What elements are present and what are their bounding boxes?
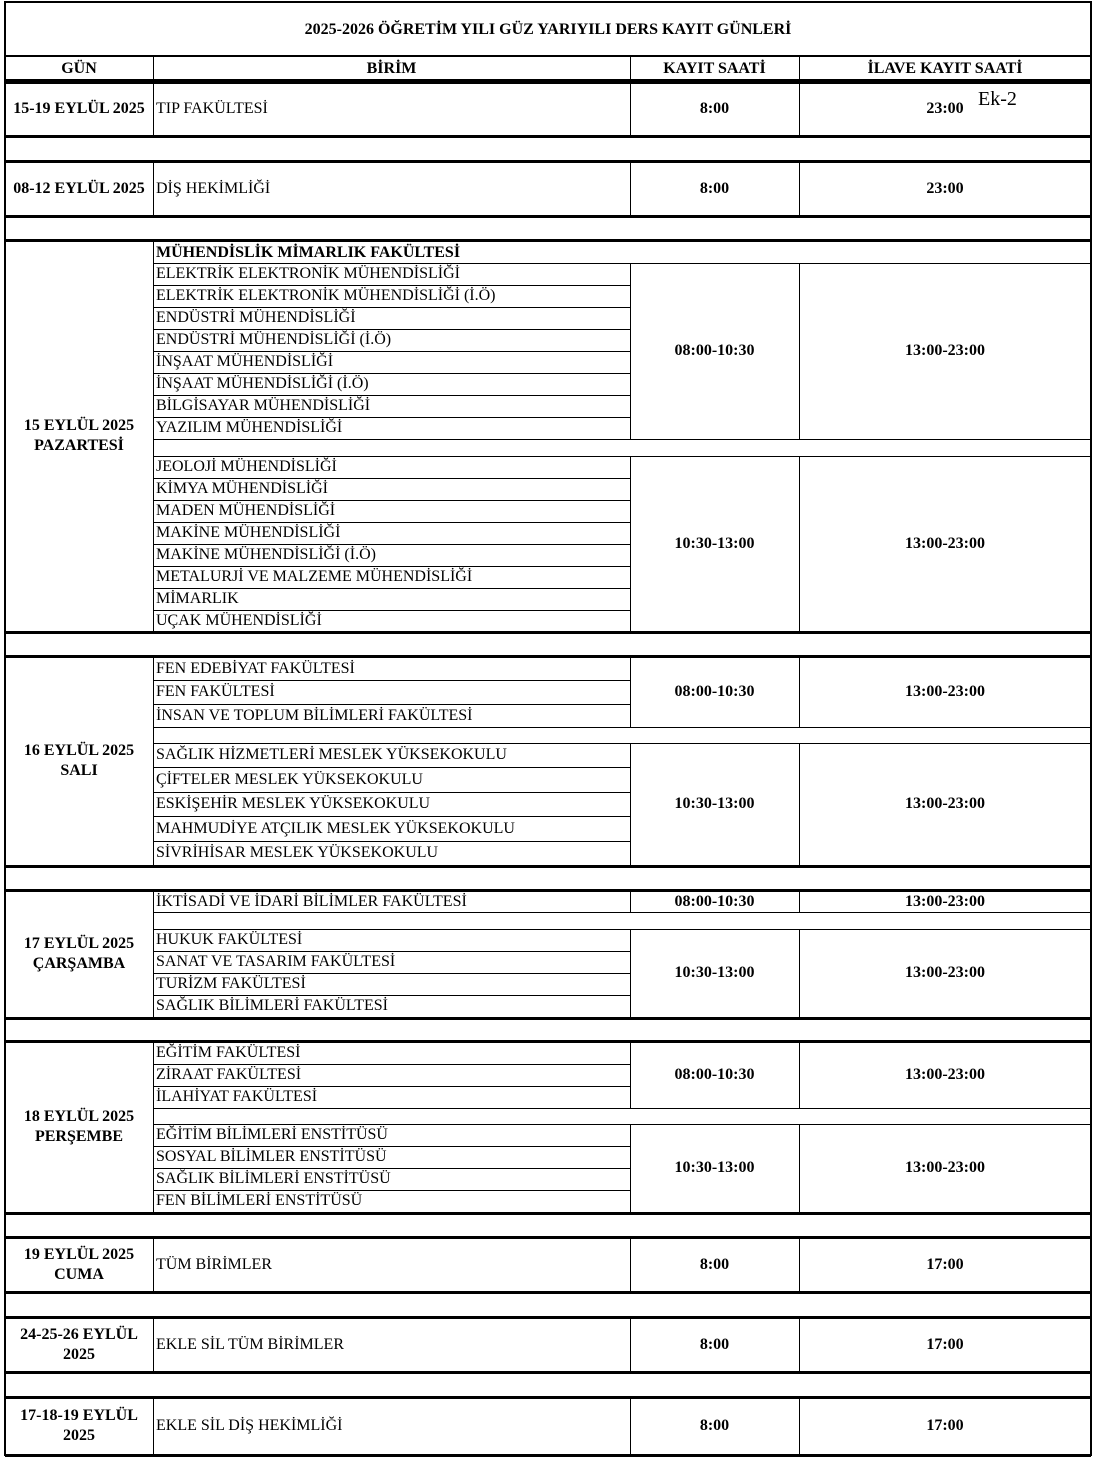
row-line: [153, 1168, 630, 1169]
row-line: [153, 329, 630, 330]
muh-a-item: ELEKTRİK ELEKTRONİK MÜHENDİSLİĞİ (İ.Ö): [156, 287, 496, 304]
extra-time-cum: 17:00: [926, 1255, 964, 1273]
day-cell-per: 18 EYLÜL 2025 PERŞEMBE: [23, 1108, 135, 1145]
per-a-registration-time: 08:00-10:30: [674, 1066, 755, 1083]
day-cell-ekledis: 17-18-19 EYLÜL 2025: [20, 1407, 138, 1444]
row-line: [153, 1064, 630, 1065]
day-cell-cum: 19 EYLÜL 2025 CUMA: [23, 1245, 135, 1283]
sal-b-item: MAHMUDİYE ATÇILIK MESLEK YÜKSEKOKULU: [156, 819, 515, 837]
unit-cell-tip: TIP FAKÜLTESİ: [156, 100, 268, 117]
muh-a-item: ENDÜSTRİ MÜHENDİSLİĞİ: [156, 309, 356, 326]
row-line: [153, 951, 630, 952]
muh-b-extra-time: 13:00-23:00: [905, 535, 985, 552]
unit-cell-ekle: EKLE SİL TÜM BİRİMLER: [156, 1335, 344, 1353]
car-b-item: SANAT VE TASARIM FAKÜLTESİ: [156, 953, 396, 970]
sal-a-item: İNSAN VE TOPLUM BİLİMLERİ FAKÜLTESİ: [156, 706, 473, 724]
row-line: [153, 816, 630, 817]
day-cell-dis: 08-12 EYLÜL 2025: [13, 179, 145, 197]
muh-b-item: MAKİNE MÜHENDİSLİĞİ (İ.Ö): [156, 546, 376, 563]
car-b-item: TURİZM FAKÜLTESİ: [156, 975, 306, 992]
per-b-item: SAĞLIK BİLİMLERİ ENSTİTÜSÜ: [156, 1170, 391, 1187]
annex-label: Ek-2: [978, 88, 1017, 110]
per-a-item: İLAHİYAT FAKÜLTESİ: [156, 1088, 318, 1105]
per-b-extra-time: 13:00-23:00: [905, 1159, 985, 1176]
row-line: [153, 285, 630, 286]
row-line: [153, 1146, 630, 1147]
column-line: [153, 56, 154, 80]
row-line: [153, 351, 630, 352]
sal-b-item: SAĞLIK HİZMETLERİ MESLEK YÜKSEKOKULU: [156, 746, 507, 764]
row-line: [153, 767, 630, 768]
row-line: [153, 500, 630, 501]
unit-cell-cum: TÜM BİRİMLER: [156, 1255, 272, 1273]
sal-b-extra-time: 13:00-23:00: [905, 795, 985, 813]
muh-a-extra-time: 13:00-23:00: [905, 342, 985, 359]
row-line: [153, 610, 630, 611]
unit-cell-ekledis: EKLE SİL DİŞ HEKİMLİĞİ: [156, 1417, 343, 1434]
muh-b-registration-time: 10:30-13:00: [674, 535, 755, 552]
sal-b-registration-time: 10:30-13:00: [674, 795, 755, 813]
row-line: [153, 680, 630, 681]
header-registration-time: KAYIT SAATİ: [663, 60, 766, 77]
muh-b-item: METALURJİ VE MALZEME MÜHENDİSLİĞİ: [156, 568, 473, 585]
car-a-item: İKTİSADİ VE İDARİ BİLİMLER FAKÜLTESİ: [156, 892, 467, 910]
row-line: [153, 973, 630, 974]
row-line: [153, 1190, 630, 1191]
sal-a-extra-time: 13:00-23:00: [905, 683, 985, 701]
sal-b-item: SİVRİHİSAR MESLEK YÜKSEKOKULU: [156, 844, 439, 862]
per-a-item: ZİRAAT FAKÜLTESİ: [156, 1066, 302, 1083]
registration-time-cum: 8:00: [699, 1255, 730, 1273]
per-b-item: FEN BİLİMLERİ ENSTİTÜSÜ: [156, 1192, 363, 1209]
row-line: [153, 478, 630, 479]
muh-a-registration-time: 08:00-10:30: [674, 342, 755, 359]
block-top-line: [5, 239, 1091, 242]
rule-line: [153, 632, 1091, 633]
registration-time-dis: 8:00: [699, 179, 730, 197]
row-line: [153, 417, 630, 418]
muh-b-item: MİMARLIK: [156, 590, 239, 607]
row-line: [153, 544, 630, 545]
header-unit: BİRİM: [366, 60, 417, 77]
muh-b-item: MADEN MÜHENDİSLİĞİ: [156, 502, 336, 519]
row-line: [153, 792, 630, 793]
muh-a-item: İNŞAAT MÜHENDİSLİĞİ: [156, 353, 334, 370]
sal-a-item: FEN EDEBİYAT FAKÜLTESİ: [156, 659, 355, 677]
row-line: [153, 1086, 630, 1087]
muh-b-item: JEOLOJİ MÜHENDİSLİĞİ: [156, 458, 337, 475]
car-a-registration-time: 08:00-10:30: [674, 892, 755, 910]
day-cell-sal: 16 EYLÜL 2025 SALI: [23, 742, 135, 779]
header-extra-registration-time: İLAVE KAYIT SAATİ: [867, 60, 1023, 77]
muh-a-item: İNŞAAT MÜHENDİSLİĞİ (İ.Ö): [156, 375, 369, 392]
car-a-extra-time: 13:00-23:00: [905, 892, 985, 910]
sal-a-item: FEN FAKÜLTESİ: [156, 683, 275, 701]
column-line: [153, 240, 154, 632]
column-line: [630, 56, 631, 80]
registration-time-tip: 8:00: [699, 100, 730, 117]
row-line: [153, 704, 630, 705]
per-b-item: SOSYAL BİLİMLER ENSTİTÜSÜ: [156, 1148, 387, 1165]
extra-time-dis: 23:00: [926, 179, 964, 197]
day-cell-ekle: 24-25-26 EYLÜL 2025: [20, 1325, 138, 1363]
column-line: [153, 656, 154, 866]
muh-a-item: BİLGİSAYAR MÜHENDİSLİĞİ: [156, 397, 371, 414]
column-line: [799, 56, 800, 80]
day-cell-tip: 15-19 EYLÜL 2025: [13, 100, 145, 117]
muh-a-item: YAZILIM MÜHENDİSLİĞİ: [156, 419, 343, 436]
column-line: [153, 890, 154, 1018]
row-line: [153, 373, 630, 374]
row-line: [153, 841, 630, 842]
title-underline: [5, 55, 1091, 57]
row-line: [153, 588, 630, 589]
table-border-top: [5, 1, 1091, 3]
sal-b-item: ÇİFTELER MESLEK YÜKSEKOKULU: [156, 770, 423, 788]
column-line: [799, 263, 800, 439]
column-line: [153, 1041, 154, 1213]
muh-b-item: UÇAK MÜHENDİSLİĞİ: [156, 612, 322, 629]
header-day: GÜN: [61, 60, 97, 77]
day-cell-car: 17 EYLÜL 2025 ÇARŞAMBA: [23, 935, 135, 972]
faculty-heading: MÜHENDİSLİK MİMARLIK FAKÜLTESİ: [156, 244, 461, 261]
extra-time-ekle: 17:00: [926, 1335, 964, 1353]
car-b-extra-time: 13:00-23:00: [905, 964, 985, 981]
per-a-item: EĞİTİM FAKÜLTESİ: [156, 1044, 301, 1061]
muh-a-item: ELEKTRİK ELEKTRONİK MÜHENDİSLİĞİ: [156, 265, 460, 282]
row-line: [153, 995, 630, 996]
sal-b-item: ESKİŞEHİR MESLEK YÜKSEKOKULU: [156, 795, 431, 813]
per-b-item: EĞİTİM BİLİMLERİ ENSTİTÜSÜ: [156, 1126, 388, 1143]
car-b-item: SAĞLIK BİLİMLERİ FAKÜLTESİ: [156, 997, 388, 1014]
row-line: [153, 566, 630, 567]
extra-time-tip: 23:00: [926, 100, 964, 117]
column-line: [630, 263, 631, 439]
unit-cell-dis: DİŞ HEKİMLİĞİ: [156, 179, 271, 197]
row-line: [153, 522, 630, 523]
muh-b-item: KİMYA MÜHENDİSLİĞİ: [156, 480, 328, 497]
row-line: [153, 395, 630, 396]
row-line: [153, 307, 630, 308]
registration-time-ekle: 8:00: [699, 1335, 730, 1353]
per-a-extra-time: 13:00-23:00: [905, 1066, 985, 1083]
day-cell-pzt: 15 EYLÜL 2025 PAZARTESİ: [23, 417, 135, 454]
muh-b-item: MAKİNE MÜHENDİSLİĞİ: [156, 524, 341, 541]
car-b-item: HUKUK FAKÜLTESİ: [156, 931, 303, 948]
table-title: 2025-2026 ÖĞRETİM YILI GÜZ YARIYILI DERS KAYIT GÜNLERİ: [304, 21, 792, 38]
sal-a-registration-time: 08:00-10:30: [674, 683, 755, 701]
registration-time-ekledis: 8:00: [699, 1417, 730, 1434]
extra-time-ekledis: 17:00: [926, 1417, 964, 1434]
muh-a-item: ENDÜSTRİ MÜHENDİSLİĞİ (İ.Ö): [156, 331, 392, 348]
car-b-registration-time: 10:30-13:00: [674, 964, 755, 981]
per-b-registration-time: 10:30-13:00: [674, 1159, 755, 1176]
